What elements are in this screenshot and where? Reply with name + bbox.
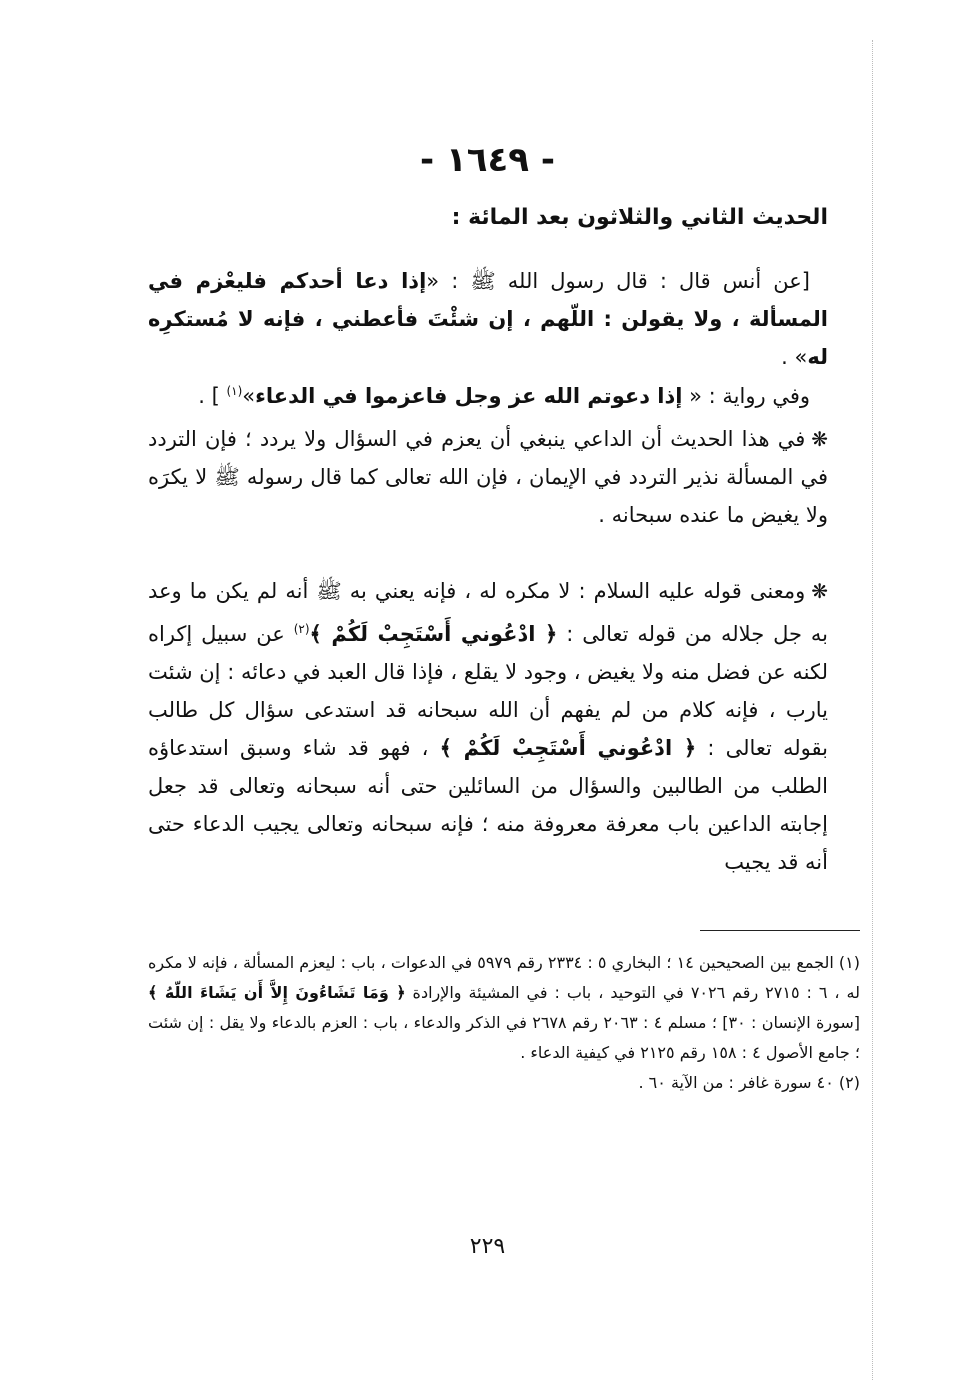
hadith-variant-close: »	[242, 384, 256, 408]
commentary-paragraph-2-part-3: ، فهو قد شاء وسبق استدعاؤه الطلب من الطالبين والسؤال من السائلين حتى أنه سبحانه وتعالى قد جعل إجابته الداعين باب معرفة معروفة منه ؛ فإنه سبحانه وتعالى يجيب الدعاء حتى أنه قد يجيب	[148, 736, 828, 874]
footnote-1	[148, 948, 860, 1068]
footnotes	[148, 948, 860, 1098]
quran-verse-inline: ﴿ ادْعُوني أَسْتَجِبْ لَكُمْ ﴾	[309, 622, 558, 646]
hadith-variant-bracket: ] .	[198, 384, 227, 408]
hadith-text-intro: [عن أنس قال : قال رسول الله ﷺ : «	[426, 269, 810, 293]
star-marker: ❋	[811, 427, 828, 451]
hadith-text-close: » .	[781, 345, 808, 369]
footnote-ref-2: (٢)	[293, 622, 310, 636]
footnote-1-text-b: [سورة الإنسان : ٣٠] ؛ مسلم ٤ : ٢٠٦٣ رقم ٢٦٧٨ في الذكر والدعاء ، باب : العزم بالدعاء ولا يقل : إن شئت ؛ جامع الأصول ٤ : ١٥٨ رقم ٢١٢٥ في كيفية الدعاء .	[148, 1013, 861, 1062]
footnote-2-text: ٤٠ سورة غافر : من الآية ٦٠ .	[638, 1073, 834, 1092]
footnote-2-number: (٢)	[838, 1073, 860, 1092]
hadith-variant	[148, 372, 828, 415]
quran-verse-inline: ﴿ ادْعُوني أَسْتَجِبْ لَكُمْ ﴾	[439, 736, 697, 760]
footnote-1-quran: ﴿ وَمَا تَشَاءُونَ إِلاَّ أَن يَشَاءَ اللّهُ ﴾	[148, 983, 406, 1002]
footnote-divider	[700, 930, 860, 931]
page-number: ٢٢٩	[469, 1234, 506, 1259]
commentary-paragraph-2-part-1: ومعنى قوله عليه السلام : لا مكره له ، فإنه يعني به ﷺ أنه لم يكن ما وعد به جل جلاله من قوله تعالى :	[148, 579, 828, 646]
footnote-2	[148, 1068, 860, 1098]
footnote-1-number: (١)	[838, 953, 860, 972]
star-marker: ❋	[811, 579, 828, 603]
hadith-variant-intro: وفي رواية : «	[682, 384, 810, 408]
hadith-text	[148, 262, 828, 376]
commentary-paragraph-1	[148, 420, 828, 534]
scan-margin-dots	[872, 40, 875, 1380]
commentary-paragraph-2	[148, 572, 828, 881]
hadith-number: - ١٦٤٩ -	[420, 140, 555, 180]
section-heading: الحديث الثاني والثلاثون بعد المائة :	[451, 205, 828, 230]
footnote-1-text-a: الجمع بين الصحيحين ١٤ ؛ البخاري ٥ : ٢٣٣٤ رقم ٥٩٧٩ في الدعوات ، باب : ليعزم المسألة ، فإنه لا مكره له ، ٦ : ٢٧١٥ رقم ٧٠٢٦ في التوحيد ، باب : في المشيئة والإرادة	[148, 953, 861, 1002]
hadith-variant-quote: إذا دعوتم الله عز وجل فاعزموا في الدعاء	[255, 384, 683, 408]
hadith-text-quote: إذا دعا أحدكم فليعْزم في المسألة ، ولا يقولن : اللّهم ، إن شئْتَ فأعطني ، فإنه لا مُستكرِه له	[148, 269, 828, 369]
commentary-paragraph-2-part-2: عن سبيل إكراه لكنه عن فضل منه ولا يغيض ، وجود لا يقلع ، فإذا قال العبد في دعائه : إن شئت يارب ، فإنه كلام من لم يفهم أن الله سبحانه قد استدعى سؤال كل طالب بقوله تعالى :	[148, 622, 828, 760]
commentary-paragraph-1-text: في هذا الحديث أن الداعي ينبغي أن يعزم في السؤال ولا يردد ؛ فإن التردد في المسألة نذير التردد في الإيمان ، فإن الله تعالى كما قال رسوله ﷺ لا يكرَه ولا يغيض ما عنده سبحانه .	[148, 427, 828, 527]
footnote-ref-1: (١)	[226, 384, 243, 398]
